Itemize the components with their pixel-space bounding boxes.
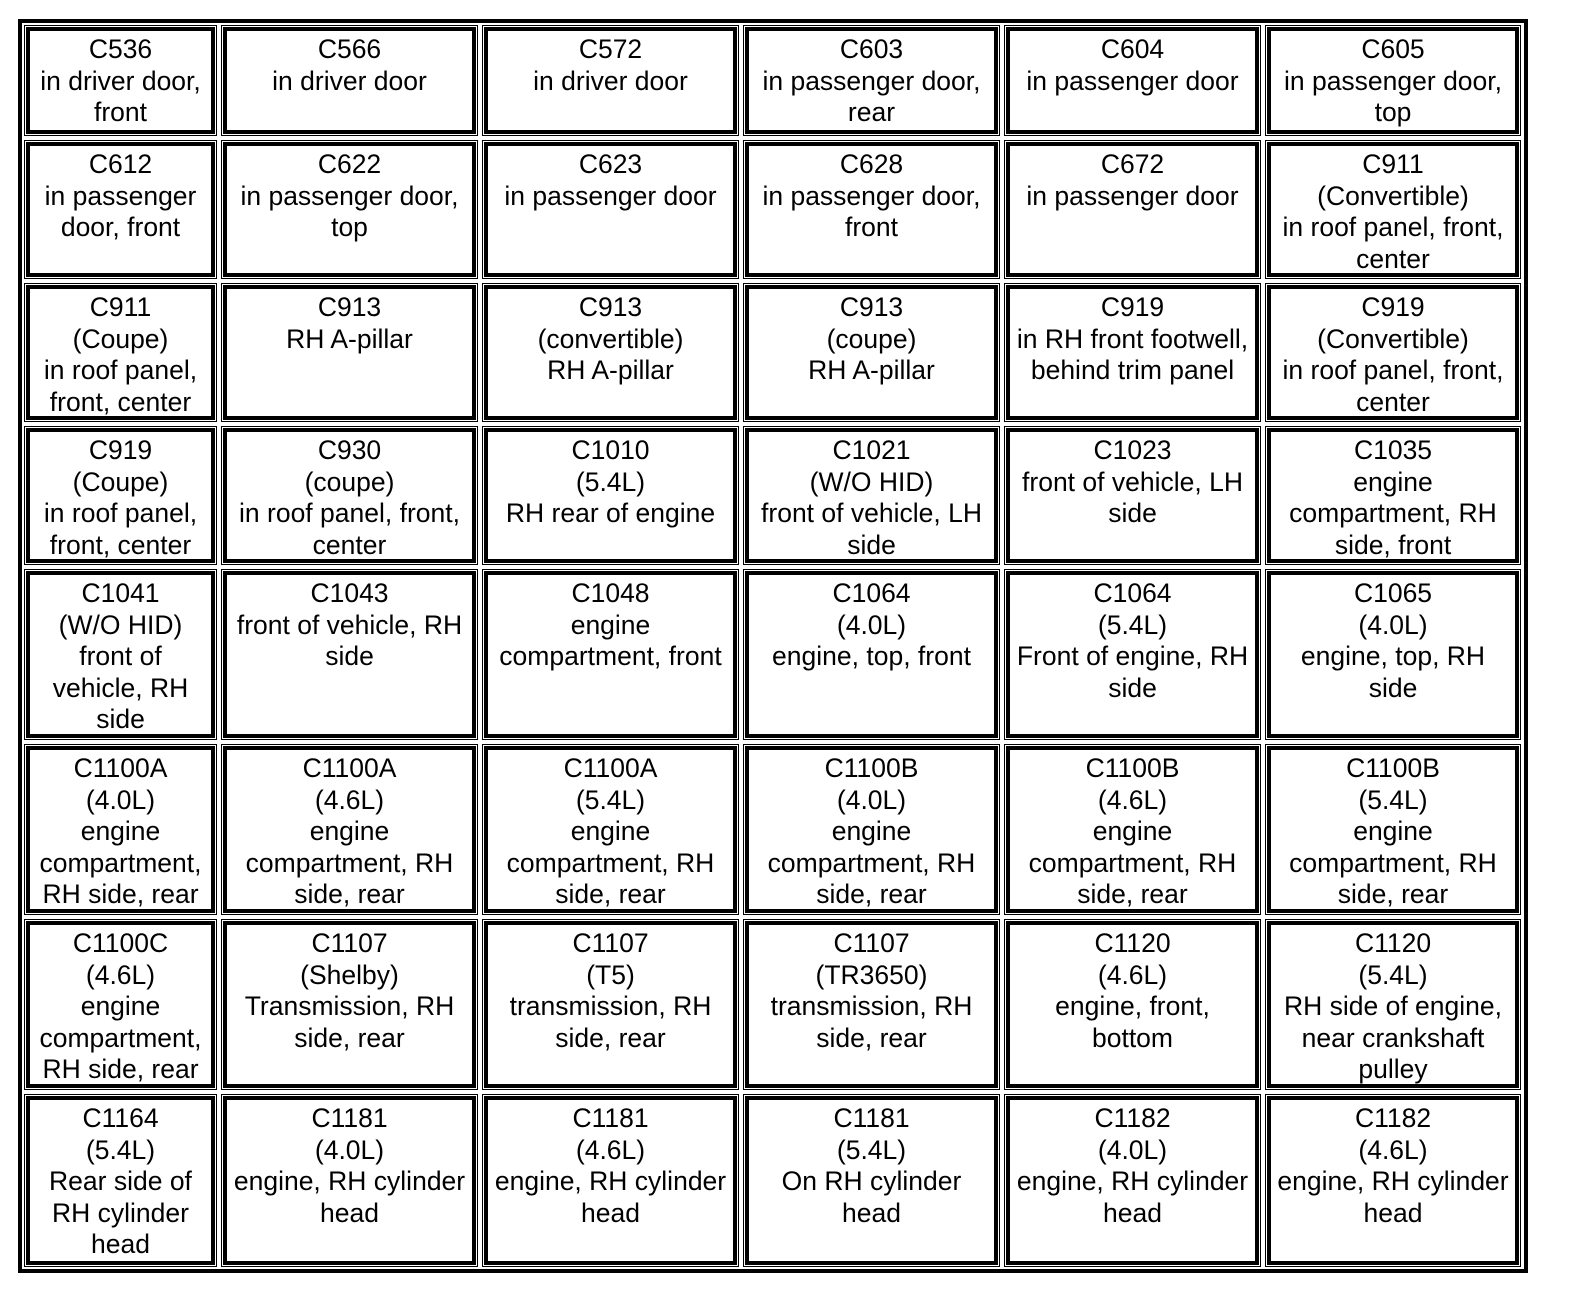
connector-location-text: side, rear (1337, 879, 1449, 910)
table-cell (1006, 285, 1259, 420)
connector-id: C1107 (572, 928, 649, 958)
connector-location-text: (4.0L) (836, 784, 907, 815)
table-cell (26, 921, 215, 1088)
connector-location-text: (Coupe) (72, 466, 169, 497)
connector-location-text: RH A-pillar (547, 355, 674, 386)
connector-location-text: in roof panel, front, (239, 498, 460, 529)
connector-location-text: engine, RH cylinder (233, 1166, 466, 1197)
connector-location-text: engine (309, 816, 390, 847)
connector-location-text: RH A-pillar (286, 323, 413, 354)
connector-id: C603 (839, 34, 904, 64)
connector-location-table (22, 23, 1523, 1269)
connector-location-text: compartment, RH (767, 847, 976, 878)
table-cell (1267, 142, 1519, 277)
connector-location-text: in passenger door (1026, 180, 1239, 211)
connector-location-text: front (93, 97, 148, 128)
connector-location-text: (5.4L) (575, 784, 646, 815)
table-cell (223, 921, 476, 1088)
table-cell (1267, 921, 1519, 1088)
connector-location-text: On RH cylinder (781, 1166, 962, 1197)
connector-id: C1048 (571, 578, 650, 608)
connector-location-text: side, front (1334, 529, 1452, 560)
table-cell (1006, 1096, 1259, 1265)
table-cell (1267, 285, 1519, 420)
connector-location-text: side, rear (555, 1022, 666, 1053)
connector-location-text: top (1374, 97, 1412, 128)
connector-location-text: (W/O HID) (58, 609, 183, 640)
table-cell (223, 142, 476, 277)
connector-id: C1181 (572, 1103, 649, 1133)
connector-location-text: engine (1092, 816, 1173, 847)
connector-location-text: in roof panel, front, (1282, 355, 1504, 386)
connector-location-text: Transmission, RH (244, 991, 455, 1022)
connector-location-text: compartment, RH (1289, 498, 1497, 529)
table-cell (484, 921, 737, 1088)
table-cell (223, 1096, 476, 1265)
table-cell (1006, 142, 1259, 277)
connector-location-text: RH side of engine, (1283, 991, 1503, 1022)
connector-location-text: in RH front footwell, (1016, 323, 1249, 354)
connector-id: C913 (317, 292, 382, 322)
connector-location-text: (coupe) (826, 323, 917, 354)
table-cell (745, 746, 998, 913)
connector-id: C622 (317, 149, 382, 179)
connector-location-text: near crankshaft (1301, 1022, 1485, 1053)
table-cell (26, 1096, 215, 1265)
connector-location-text: center (1356, 243, 1430, 274)
connector-location-text: (coupe) (304, 466, 395, 497)
connector-location-text: front of vehicle, LH (1022, 466, 1243, 497)
connector-location-text: front, center (49, 529, 192, 560)
table-cell (484, 142, 737, 277)
connector-location-text: Front of engine, RH (1016, 641, 1249, 672)
table-cell (745, 1096, 998, 1265)
connector-location-text: engine, top, RH (1300, 641, 1486, 672)
table-cell (745, 142, 998, 277)
table-cell (745, 921, 998, 1088)
table-cell (1267, 27, 1519, 134)
connector-id: C1107 (833, 928, 910, 958)
connector-location-text: compartment, RH (506, 847, 715, 878)
connector-location-text: compartment, (39, 1022, 202, 1053)
connector-id: C911 (1362, 149, 1424, 179)
connector-location-text: (5.4L) (575, 466, 646, 497)
connector-location-text: engine (831, 816, 912, 847)
connector-id: C1035 (1353, 435, 1433, 465)
connector-id: C1064 (832, 578, 911, 608)
table-cell (484, 571, 737, 738)
connector-location-text: in roof panel, front, (1282, 212, 1504, 243)
connector-location-text: side, rear (294, 1022, 405, 1053)
connector-location-text: side (1108, 672, 1157, 703)
table-cell (1006, 921, 1259, 1088)
connector-id: C1100A (302, 753, 397, 783)
connector-location-text: engine (80, 991, 161, 1022)
connector-location-text: in driver door, (40, 65, 201, 96)
connector-id: C1100A (563, 753, 658, 783)
connector-id: C605 (1361, 34, 1425, 64)
connector-location-text: side, rear (816, 1022, 927, 1053)
connector-id: C1181 (311, 1103, 388, 1133)
connector-location-text: (5.4L) (85, 1134, 156, 1165)
connector-location-text: side (1108, 498, 1157, 529)
connector-id: C919 (1361, 292, 1425, 322)
connector-location-text: front of (79, 641, 162, 672)
connector-location-text: in driver door (272, 65, 427, 96)
connector-location-text: (5.4L) (836, 1134, 907, 1165)
connector-location-text: front of vehicle, LH (761, 498, 982, 529)
connector-location-text: engine (570, 609, 651, 640)
connector-location-text: compartment, RH (1289, 847, 1497, 878)
connector-location-text: front, center (49, 386, 192, 417)
table-cell (1267, 428, 1519, 563)
connector-id: C1041 (81, 578, 160, 608)
table-cell (484, 285, 737, 420)
connector-location-text: engine (80, 816, 161, 847)
connector-id: C1120 (1094, 928, 1171, 958)
connector-location-text: RH cylinder (52, 1197, 189, 1228)
connector-id: C628 (839, 149, 904, 179)
connector-id: C930 (317, 435, 382, 465)
connector-location-text: RH A-pillar (808, 355, 935, 386)
connector-location-text: in driver door (533, 65, 688, 96)
connector-id: C1064 (1093, 578, 1172, 608)
connector-location-text: (T5) (586, 959, 635, 990)
table-cell (26, 746, 215, 913)
connector-location-text: door, front (60, 212, 181, 243)
connector-location-text: side, rear (816, 879, 927, 910)
connector-location-text: engine, front, (1055, 991, 1210, 1022)
connector-id: C911 (89, 292, 152, 322)
connector-location-text: (4.0L) (1358, 609, 1428, 640)
connector-location-text: side (1368, 672, 1418, 703)
table-cell (1006, 746, 1259, 913)
table-cell (745, 27, 998, 134)
connector-id: C623 (578, 149, 643, 179)
connector-location-text: (4.6L) (314, 784, 385, 815)
connector-id: C604 (1100, 34, 1165, 64)
connector-id: C919 (1100, 292, 1165, 322)
connector-id: C1043 (310, 578, 389, 608)
connector-id: C1100C (72, 928, 169, 958)
connector-location-text: side (325, 641, 374, 672)
connector-location-text: head (320, 1197, 379, 1228)
connector-id: C1100B (1085, 753, 1180, 783)
connector-id: C1010 (571, 435, 650, 465)
connector-location-text: (4.0L) (1097, 1134, 1168, 1165)
connector-id: C913 (578, 292, 643, 322)
connector-location-text: (convertible) (537, 323, 684, 354)
connector-location-text: (5.4L) (1358, 784, 1428, 815)
connector-id: C1100A (73, 753, 168, 783)
connector-location-text: center (1356, 386, 1430, 417)
connector-location-text: in roof panel, (43, 355, 198, 386)
table-cell (484, 27, 737, 134)
connector-location-text: (Coupe) (72, 323, 169, 354)
connector-location-text: in passenger (44, 180, 197, 211)
connector-id: C1100B (1346, 753, 1440, 783)
connector-location-text: top (331, 212, 368, 243)
table-cell (26, 571, 215, 738)
connector-id: C1120 (1354, 928, 1432, 958)
table-cell (1267, 1096, 1519, 1265)
connector-location-text: in passenger door (504, 180, 717, 211)
connector-location-text: (4.6L) (85, 959, 156, 990)
connector-location-text: side, rear (555, 879, 666, 910)
connector-location-text: (4.0L) (314, 1134, 385, 1165)
connector-location-text: compartment, RH (245, 847, 454, 878)
connector-location-text: (Shelby) (300, 959, 399, 990)
table-cell (26, 27, 215, 134)
connector-location-text: head (581, 1197, 640, 1228)
connector-location-text: (4.6L) (1097, 959, 1168, 990)
connector-id: C1182 (1354, 1103, 1432, 1133)
connector-location-text: in passenger door (1026, 65, 1239, 96)
connector-location-text: engine, RH cylinder (494, 1166, 727, 1197)
connector-id: C1181 (833, 1103, 910, 1133)
connector-location-text: (4.6L) (1358, 1134, 1428, 1165)
connector-id: C536 (88, 34, 153, 64)
table-cell (223, 285, 476, 420)
connector-location-text: RH rear of engine (505, 498, 716, 529)
connector-location-text: (5.4L) (1358, 959, 1428, 990)
connector-location-text: engine, top, front (772, 641, 971, 672)
connector-id: C1065 (1353, 578, 1433, 608)
connector-location-text: (4.6L) (575, 1134, 646, 1165)
connector-id: C919 (88, 435, 153, 465)
connector-location-text: in passenger door, (762, 180, 981, 211)
connector-location-text: side (96, 704, 145, 735)
connector-id: C1107 (311, 928, 388, 958)
connector-location-text: Rear side of (49, 1166, 192, 1197)
connector-location-text: pulley (1358, 1054, 1428, 1085)
connector-id: C913 (839, 292, 904, 322)
connector-location-text: compartment, front (499, 641, 722, 672)
table-cell (1267, 746, 1519, 913)
connector-location-text: compartment, RH (1028, 847, 1237, 878)
connector-location-text: rear (847, 97, 896, 128)
connector-location-text: (Convertible) (1317, 323, 1469, 354)
connector-location-text: behind trim panel (1030, 355, 1235, 386)
table-cell (26, 142, 215, 277)
connector-location-text: bottom (1091, 1022, 1173, 1053)
connector-id: C612 (88, 149, 153, 179)
connector-location-text: engine, RH cylinder (1277, 1166, 1509, 1197)
table-cell (223, 428, 476, 563)
connector-location-text: in roof panel, (43, 498, 198, 529)
table-cell (1006, 428, 1259, 563)
table-cell (223, 571, 476, 738)
connector-location-text: front (844, 212, 899, 243)
connector-id: C1182 (1094, 1103, 1171, 1133)
table-cell (1006, 571, 1259, 738)
connector-location-text: transmission, RH (509, 991, 712, 1022)
connector-location-text: engine (570, 816, 651, 847)
table-cell (745, 428, 998, 563)
connector-location-text: vehicle, RH (52, 672, 189, 703)
connector-id: C572 (578, 34, 643, 64)
table-cell (1006, 27, 1259, 134)
connector-location-text: (4.6L) (1097, 784, 1168, 815)
connector-location-text: (4.0L) (836, 609, 907, 640)
connector-location-text: center (312, 529, 387, 560)
table-cell (484, 746, 737, 913)
connector-id: C1021 (832, 435, 911, 465)
table-cell (745, 285, 998, 420)
connector-location-text: side (847, 529, 896, 560)
connector-location-text: (Convertible) (1317, 180, 1469, 211)
connector-location-text: engine, RH cylinder (1016, 1166, 1249, 1197)
connector-id: C672 (1100, 149, 1165, 179)
connector-location-text: head (91, 1229, 150, 1260)
table-cell (223, 27, 476, 134)
connector-location-text: RH side, rear (42, 879, 199, 910)
connector-location-text: compartment, (39, 847, 202, 878)
connector-location-text: (4.0L) (85, 784, 156, 815)
table-cell (26, 285, 215, 420)
table-cell (1267, 571, 1519, 738)
connector-location-text: in passenger door, (240, 180, 459, 211)
connector-location-text: transmission, RH (770, 991, 973, 1022)
table-cell (745, 571, 998, 738)
connector-location-text: side, rear (294, 879, 405, 910)
connector-location-text: side, rear (1077, 879, 1188, 910)
connector-location-text: in passenger door, (1283, 65, 1503, 96)
table-cell (223, 746, 476, 913)
connector-location-text: engine (1353, 816, 1433, 847)
connector-id: C566 (317, 34, 382, 64)
connector-location-text: (5.4L) (1097, 609, 1168, 640)
connector-location-text: head (1363, 1197, 1423, 1228)
table-cell (26, 428, 215, 563)
connector-id: C1100B (824, 753, 919, 783)
table-cell (484, 1096, 737, 1265)
connector-id: C1164 (82, 1103, 159, 1133)
connector-location-text: front of vehicle, RH (236, 609, 463, 640)
connector-location-text: head (842, 1197, 901, 1228)
connector-location-text: RH side, rear (42, 1054, 199, 1085)
connector-location-text: head (1103, 1197, 1162, 1228)
connector-location-text: in passenger door, (762, 65, 981, 96)
table-cell (484, 428, 737, 563)
connector-location-text: engine (1353, 466, 1433, 497)
connector-id: C1023 (1093, 435, 1172, 465)
connector-location-text: (W/O HID) (809, 466, 934, 497)
connector-location-text: (TR3650) (815, 959, 928, 990)
